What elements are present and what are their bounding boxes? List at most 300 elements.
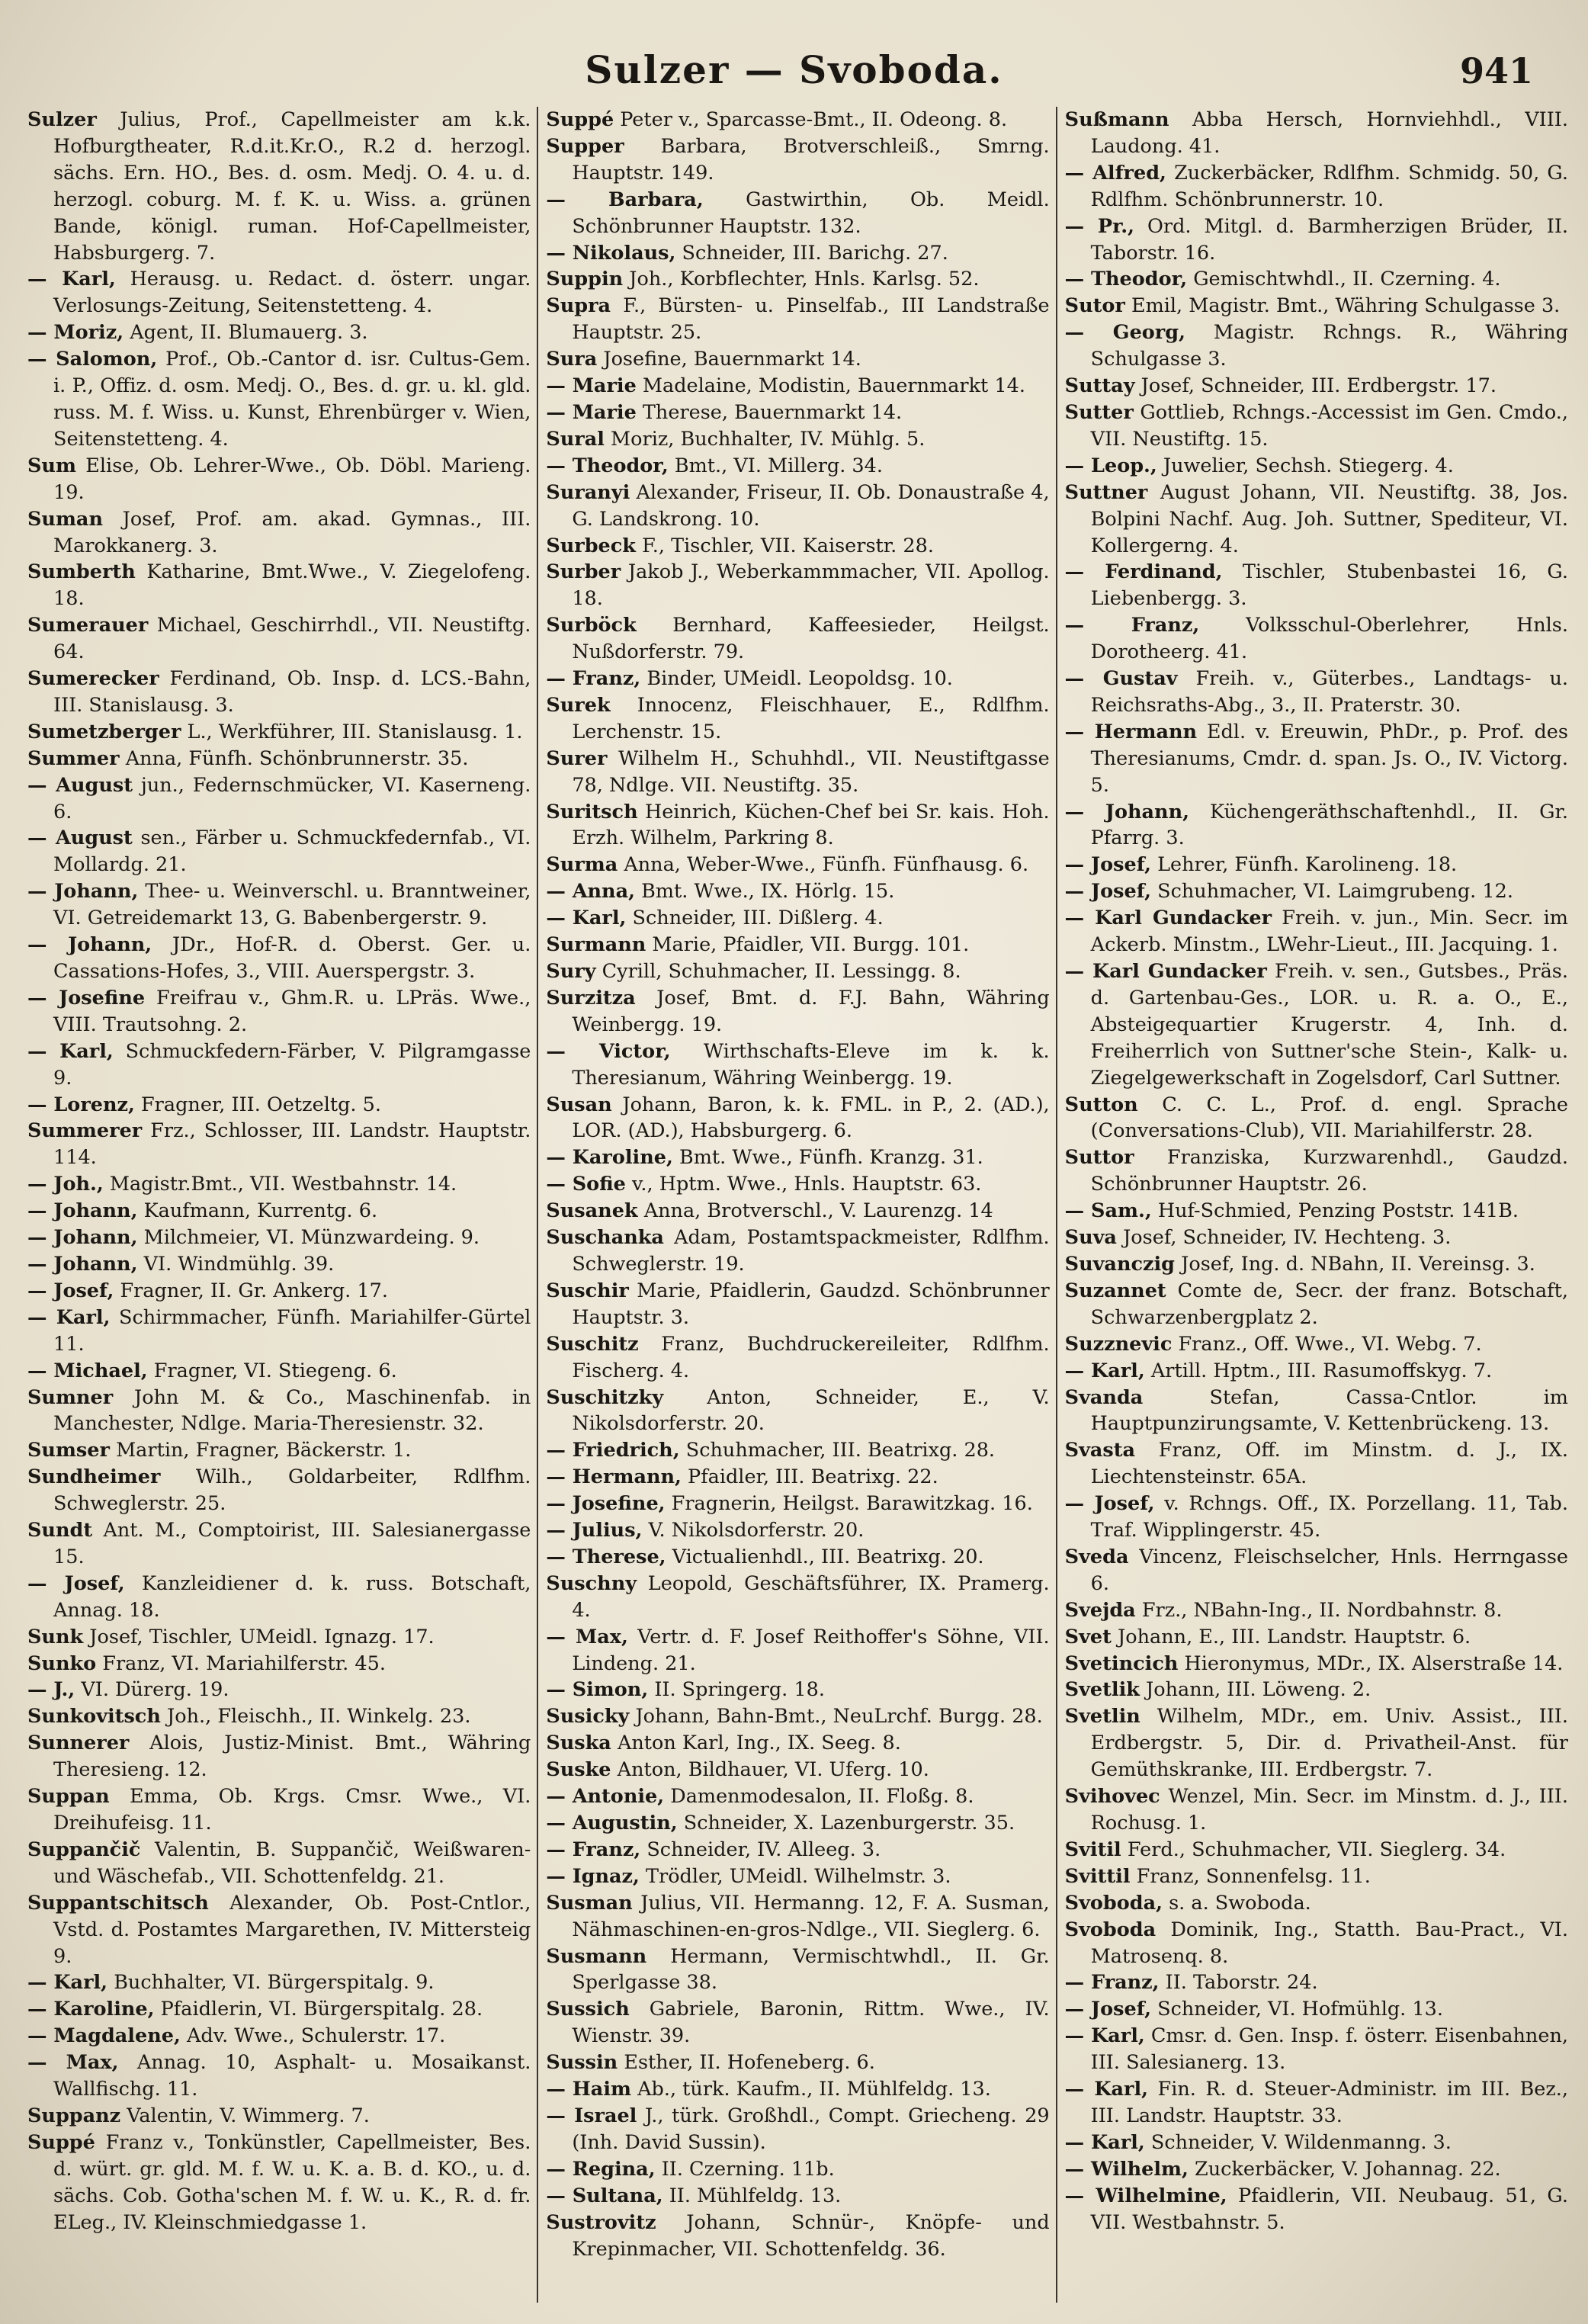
- entry-name: — Karl,: [27, 268, 116, 291]
- entry-detail: Marie, Pfaidlerin, Gaudzd. Schönbrunner Hauptstr. 3.: [572, 1279, 1050, 1329]
- entry-name: Svittil: [1064, 1864, 1131, 1888]
- entry-name: — Theodor,: [546, 454, 669, 477]
- directory-entry: [27, 1571, 531, 1624]
- entry-detail: Adv. Wwe., Schulerstr. 17.: [186, 2024, 446, 2048]
- entry-name: Suppančič: [27, 1838, 141, 1861]
- directory-entry: [1065, 878, 1568, 905]
- entry-name: — Johann,: [27, 1226, 138, 1250]
- entry-name: Suppan: [27, 1785, 110, 1809]
- page-number: 941: [1459, 50, 1533, 91]
- entry-name: — Karl Gundacker: [1064, 960, 1267, 983]
- directory-entry: [546, 1491, 1049, 1517]
- entry-detail: Tischler, Stubenbastei 16, G. Liebenbergg. 3.: [1090, 560, 1568, 611]
- entry-detail: F., Bürsten- u. Pinselfab., III Landstraße Hauptstr. 25.: [572, 294, 1050, 345]
- entry-detail: Katharine, Bmt.Wwe., V. Ziegelofeng. 18.: [53, 560, 531, 611]
- column-2: [537, 107, 1055, 2303]
- entry-name: Svihovec: [1064, 1785, 1160, 1809]
- directory-entry: [27, 2130, 531, 2236]
- entry-name: — Augustin,: [546, 1812, 678, 1834]
- page-header: [0, 47, 1588, 116]
- entry-name: Surzitza: [546, 986, 636, 1010]
- entry-detail: Moriz, Buchhalter, IV. Mühlg. 5.: [611, 427, 926, 451]
- entry-detail: Fragner, II. Gr. Ankerg. 17.: [120, 1279, 388, 1302]
- entry-name: Svejda: [1064, 1598, 1136, 1622]
- directory-entry: [1065, 852, 1568, 878]
- entry-name: — Johann,: [27, 1199, 138, 1223]
- entry-detail: Ab., türk. Kaufm., II. Mühlfeldg. 13.: [637, 2078, 991, 2101]
- entry-detail: Herausg. u. Redact. d. österr. ungar. Verlosungs-Zeitung, Seitenstetteng. 4.: [53, 268, 531, 318]
- directory-entry: [546, 1730, 1049, 1757]
- entry-name: Surek: [546, 693, 611, 717]
- directory-entry: [546, 1810, 1049, 1837]
- entry-detail: s. a. Swoboda.: [1169, 1891, 1311, 1915]
- entry-name: Sutton: [1064, 1093, 1138, 1116]
- directory-entry: [27, 612, 531, 666]
- directory-entry: [27, 2050, 531, 2103]
- directory-entry: [27, 1783, 531, 1837]
- entry-detail: Schneider, V. Wildenmanng. 3.: [1150, 2130, 1452, 2154]
- entry-name: — Friedrich,: [546, 1439, 680, 1462]
- entry-name: — Karl,: [1064, 2130, 1145, 2154]
- entry-name: — Lorenz,: [27, 1093, 135, 1116]
- entry-detail: Gabriele, Baronin, Rittm. Wwe., IV. Wienstr. 39.: [572, 1998, 1050, 2048]
- directory-entry: [1065, 2076, 1568, 2130]
- entry-name: — August: [27, 827, 133, 850]
- entry-name: — Gustav: [1064, 667, 1178, 691]
- entry-name: — Karoline,: [27, 1998, 155, 2021]
- directory-entry: [546, 2103, 1049, 2156]
- entry-detail: Hermann, Vermischtwhdl., II. Gr. Sperlgasse 38.: [572, 1944, 1050, 1995]
- entry-name: Suppanz: [27, 2104, 121, 2127]
- entry-detail: C. C. L., Prof. d. engl. Sprache (Conversations-Club), VII. Mariahilferstr. 28.: [1090, 1093, 1568, 1143]
- directory-entry: [546, 1331, 1049, 1385]
- directory-entry: [546, 1517, 1049, 1544]
- directory-entry: [27, 319, 531, 346]
- directory-entry: [546, 2050, 1049, 2076]
- entry-detail: Anton, Schneider, E., V. Nikolsdorferstr. 20.: [572, 1385, 1050, 1436]
- entry-name: — Haim: [546, 2078, 631, 2101]
- directory-entry: [546, 1225, 1049, 1278]
- entry-name: — Anna,: [546, 880, 635, 904]
- entry-name: — Therese,: [546, 1545, 666, 1568]
- entry-detail: Joh., Korbflechter, Hnls. Karlsg. 52.: [629, 268, 980, 291]
- entry-name: Suppé: [546, 108, 614, 131]
- directory-entry: [27, 1969, 531, 1996]
- entry-name: — Wilhelm,: [1064, 2157, 1189, 2181]
- directory-entry: [1065, 1783, 1568, 1837]
- entry-detail: Magistr.Bmt., VII. Westbahnstr. 14.: [109, 1173, 457, 1196]
- entry-detail: Schneider, III. Barichg. 27.: [682, 241, 948, 265]
- entry-detail: Anna, Fünfh. Schönbrunnerstr. 35.: [125, 746, 469, 770]
- entry-name: Sumner: [27, 1385, 114, 1409]
- entry-name: Suranyi: [546, 480, 630, 504]
- entry-name: — Alfred,: [1064, 161, 1166, 185]
- entry-detail: Johann, Baron, k. k. FML. in P., 2. (AD.), LOR. (AD.), Habsburgerg. 6.: [572, 1093, 1050, 1143]
- entry-name: Summerer: [27, 1119, 143, 1143]
- entry-detail: Magistr. Rchngs. R., Währing Schulgasse 3.: [1090, 321, 1568, 371]
- entry-detail: L., Werkführer, III. Stanislausg. 1.: [187, 720, 523, 743]
- directory-entry: [546, 932, 1049, 958]
- entry-detail: John M. & Co., Maschinenfab. in Manchester, Ndlge. Maria-Theresienstr. 32.: [53, 1385, 531, 1436]
- directory-entry: [1065, 453, 1568, 480]
- directory-entry: [546, 266, 1049, 293]
- directory-entry: [27, 107, 531, 266]
- entry-detail: Wilhelm H., Schuhhdl., VII. Neustiftgasse 78, Ndlge. VII. Neustiftg. 35.: [572, 746, 1050, 797]
- directory-entry: [27, 266, 531, 319]
- column-1: [20, 107, 537, 2303]
- entry-detail: Barbara, Brotverschleiß., Smrng. Hauptstr. 149.: [572, 134, 1050, 185]
- entry-detail: Peter v., Sparcasse-Bmt., II. Odeong. 8.: [620, 108, 1008, 131]
- directory-entry: [27, 1996, 531, 2023]
- directory-entry: [546, 2156, 1049, 2183]
- directory-entry: [27, 559, 531, 612]
- directory-entry: [1065, 958, 1568, 1092]
- directory-entry: [1065, 1890, 1568, 1917]
- entry-detail: v., Hptm. Wwe., Hnls. Hauptstr. 63.: [632, 1173, 982, 1196]
- entry-detail: Fin. R. d. Steuer-Administr. im III. Bez., III. Landstr. Hauptstr. 33.: [1090, 2078, 1568, 2127]
- entry-name: — Karl,: [27, 1971, 108, 1995]
- directory-entry: [546, 666, 1049, 692]
- directory-entry: [546, 958, 1049, 985]
- directory-entry: [27, 346, 531, 453]
- entry-name: Svanda: [1064, 1385, 1144, 1409]
- entry-name: — Johann,: [27, 1252, 138, 1276]
- directory-entry: [546, 1944, 1049, 1997]
- entry-detail: Alexander, Ob. Post-Cntlor., Vstd. d. Postamtes Margarethen, IV. Mittersteig 9.: [53, 1891, 531, 1968]
- entry-detail: Thee- u. Weinverschl. u. Branntweiner, VI. Getreidemarkt 13, G. Babenbergerstr. 9.: [53, 880, 531, 930]
- directory-entry: [546, 746, 1049, 799]
- directory-entry: [27, 1703, 531, 1730]
- directory-entry: [27, 1198, 531, 1225]
- directory-entry: [27, 719, 531, 746]
- entry-name: Suvanczig: [1064, 1252, 1176, 1276]
- entry-name: — Israel: [546, 2104, 637, 2127]
- directory-entry: [1065, 1597, 1568, 1624]
- entry-name: — Franz,: [1064, 614, 1200, 637]
- entry-name: — Josef,: [1064, 853, 1151, 877]
- directory-entry: [546, 1437, 1049, 1464]
- directory-entry: [27, 1385, 531, 1438]
- directory-entry: [27, 1305, 531, 1358]
- directory-entry: [27, 1651, 531, 1677]
- entry-detail: Schneider, III. Dißlerg. 4.: [632, 907, 884, 930]
- entry-detail: Martin, Fragner, Bäckerstr. 1.: [116, 1439, 412, 1462]
- entry-detail: Abba Hersch, Hornviehhdl., VIII. Laudong. 41.: [1090, 108, 1568, 158]
- entry-name: Sunko: [27, 1652, 97, 1675]
- directory-entry: [1065, 1331, 1568, 1358]
- entry-detail: Marie, Pfaidler, VII. Burgg. 101.: [652, 933, 970, 957]
- entry-name: — Sultana,: [546, 2184, 663, 2207]
- entry-name: — Hermann: [1064, 720, 1198, 743]
- directory-entry: [1065, 1278, 1568, 1331]
- directory-entry: [546, 612, 1049, 666]
- entry-detail: Fragner, VI. Stiegeng. 6.: [153, 1359, 397, 1382]
- directory-entry: [1065, 666, 1568, 719]
- entry-name: — Moriz,: [27, 321, 124, 345]
- directory-entry: [27, 1278, 531, 1305]
- entry-detail: Ant. M., Comptoirist, III. Salesianergasse 15.: [53, 1519, 531, 1568]
- directory-entry: [1065, 480, 1568, 560]
- entry-detail: Ferd., Schuhmacher, VII. Sieglerg. 34.: [1127, 1838, 1506, 1861]
- directory-entry: [1065, 1863, 1568, 1890]
- directory-entry: [27, 1225, 531, 1251]
- directory-entry: [546, 346, 1049, 373]
- directory-entry: [546, 187, 1049, 240]
- entry-name: Suschir: [546, 1279, 629, 1302]
- entry-name: Susmann: [546, 1944, 647, 1968]
- entry-detail: II. Springerg. 18.: [654, 1678, 825, 1702]
- entry-detail: Schuhmacher, VI. Laimgrubeng. 12.: [1157, 880, 1513, 904]
- entry-detail: Freih. v. sen., Gutsbes., Präs. d. Gartenbau-Ges., LOR. u. R. a. O., E., Absteigequartier Krugerstr. 4, Inh. d. Freiherrlich von Suttner'sche Stein-, Kalk- u. Ziegelgewerkschaft in Zogelsdorf, Carl Suttner.: [1090, 960, 1568, 1090]
- entry-detail: Josef, Schneider, IV. Hechteng. 3.: [1123, 1226, 1452, 1250]
- directory-entry: [1065, 1225, 1568, 1251]
- directory-entry: [27, 1677, 531, 1703]
- entry-name: Svetlik: [1064, 1678, 1140, 1702]
- entry-name: — Karl,: [27, 1039, 114, 1063]
- directory-entry: [546, 1144, 1049, 1171]
- entry-detail: Freih. v., Güterbes., Landtags- u. Reichsraths-Abg., 3., II. Praterstr. 30.: [1090, 667, 1568, 717]
- directory-entry: [1065, 1385, 1568, 1438]
- entry-detail: Küchengeräthschaftenhdl., II. Gr. Pfarrg. 3.: [1090, 800, 1568, 850]
- entry-detail: Cyrill, Schuhmacher, II. Lessingg. 8.: [602, 960, 961, 983]
- entry-name: Suzannet: [1064, 1279, 1166, 1302]
- entry-name: — Ignaz,: [546, 1864, 640, 1888]
- entry-name: — Franz,: [546, 1838, 641, 1861]
- entry-detail: Stefan, Cassa-Cntlor. im Hauptpunzirungsamte, V. Kettenbrückeng. 13.: [1090, 1385, 1568, 1436]
- directory-entry: [1065, 1358, 1568, 1385]
- entry-name: Svitil: [1064, 1838, 1121, 1861]
- directory-entry: [546, 1703, 1049, 1730]
- entry-detail: Valentin, B. Suppančič, Weißwaren- und Wäschefab., VII. Schottenfeldg. 21.: [53, 1838, 531, 1888]
- entry-detail: Wilhelm, MDr., em. Univ. Assist., III. Erdbergstr. 5, Dir. d. Privatheil-Anst. für Gemüthskranke, III. Erdbergstr. 7.: [1090, 1705, 1568, 1782]
- entry-name: Suva: [1064, 1226, 1117, 1250]
- directory-entry: [1065, 373, 1568, 400]
- entry-detail: Anton, Bildhauer, VI. Uferg. 10.: [617, 1758, 929, 1782]
- entry-name: Supra: [546, 294, 611, 318]
- directory-entry: [546, 1677, 1049, 1703]
- directory-entry: [27, 1092, 531, 1119]
- entry-name: Supper: [546, 134, 624, 158]
- entry-name: — Wilhelmine,: [1064, 2184, 1227, 2207]
- entry-name: — Josef,: [1064, 1998, 1151, 2021]
- entry-detail: Artill. Hptm., III. Rasumoffskyg. 7.: [1150, 1359, 1493, 1382]
- entry-detail: Schneider, IV. Alleeg. 3.: [646, 1838, 881, 1861]
- entry-detail: Josefine, Bauernmarkt 14.: [603, 348, 861, 371]
- directory-entry: [27, 878, 531, 932]
- directory-entry: [27, 1251, 531, 1278]
- directory-entry: [1065, 1544, 1568, 1597]
- entry-name: Svoboda: [1064, 1918, 1157, 1941]
- entry-detail: Vertr. d. F. Josef Reithoffer's Söhne, VII. Lindeng. 21.: [572, 1625, 1050, 1675]
- directory-entry: [1065, 612, 1568, 666]
- directory-entry: [27, 1118, 531, 1171]
- entry-detail: Edl. v. Ereuwin, PhDr., p. Prof. des Theresianums, Cmdr. d. span. Js. O., IV. Victorg. 5.: [1090, 720, 1568, 797]
- entry-detail: Therese, Bauernmarkt 14.: [642, 400, 903, 424]
- directory-entry: [27, 666, 531, 719]
- directory-entry: [27, 772, 531, 826]
- entry-detail: Schirmmacher, Fünfh. Mariahilfer-Gürtel 11.: [53, 1305, 531, 1356]
- directory-entry: [1065, 2130, 1568, 2156]
- entry-detail: Emma, Ob. Krgs. Cmsr. Wwe., VI. Dreihufeisg. 11.: [53, 1785, 531, 1834]
- entry-name: Suppantschitsch: [27, 1891, 209, 1915]
- entry-name: — Joh.,: [27, 1173, 104, 1196]
- directory-entry: [546, 878, 1049, 905]
- entry-name: — Regina,: [546, 2157, 656, 2181]
- directory-entry: [546, 799, 1049, 852]
- directory-entry: [27, 746, 531, 772]
- entry-detail: Schuhmacher, III. Beatrixg. 28.: [685, 1439, 996, 1462]
- directory-entry: [1065, 1969, 1568, 1996]
- entry-detail: Prof., Ob.-Cantor d. isr. Cultus-Gem. i. P., Offiz. d. osm. Medj. O., Bes. d. gr. u. kl. gld. russ. M. f. Wiss. u. Kunst, Ehrenbürger v. Wien, Seitenstetteng. 4.: [53, 348, 531, 451]
- directory-entry: [546, 852, 1049, 878]
- directory-entry: [1065, 160, 1568, 213]
- entry-name: Suppin: [546, 268, 624, 291]
- entry-name: Summer: [27, 746, 120, 770]
- directory-entry: [1065, 719, 1568, 799]
- directory-entry: [546, 400, 1049, 426]
- entry-name: — Karl Gundacker: [1064, 907, 1272, 930]
- entry-name: Suske: [546, 1758, 611, 1782]
- directory-entry: [546, 1464, 1049, 1491]
- entry-detail: Josef, Bmt. d. F.J. Bahn, Währing Weinbergg. 19.: [572, 986, 1050, 1036]
- entry-detail: Freifrau v., Ghm.R. u. LPräs. Wwe., VIII. Trautsohng. 2.: [53, 986, 531, 1036]
- entry-detail: F., Tischler, VII. Kaiserstr. 28.: [642, 534, 934, 557]
- entry-detail: Annag. 10, Asphalt- u. Mosaikanst. Wallfischg. 11.: [53, 2051, 531, 2101]
- entry-detail: v. Rchngs. Off., IX. Porzellang. 11, Tab. Traf. Wipplingerstr. 45.: [1090, 1492, 1568, 1542]
- entry-name: Sunk: [27, 1625, 84, 1648]
- entry-name: — Sofie: [546, 1173, 626, 1196]
- entry-name: Sura: [546, 348, 598, 371]
- directory-entry: [546, 905, 1049, 932]
- entry-name: Sumser: [27, 1439, 110, 1462]
- directory-entry: [27, 1437, 531, 1464]
- entry-name: Suschanka: [546, 1226, 664, 1250]
- entry-name: Sum: [27, 454, 76, 477]
- directory-entry: [1065, 1651, 1568, 1677]
- entry-name: — J.,: [27, 1678, 75, 1702]
- entry-detail: Wenzel, Min. Secr. im Minstm. d. J., III. Rochusg. 1.: [1090, 1785, 1568, 1834]
- entry-detail: Madelaine, Modistin, Bauernmarkt 14.: [642, 374, 1025, 398]
- entry-detail: Lehrer, Fünfh. Karolineng. 18.: [1157, 853, 1458, 877]
- directory-entry: [27, 932, 531, 985]
- entry-name: — Karl,: [546, 907, 627, 930]
- directory-entry: [546, 1624, 1049, 1677]
- entry-name: Suppé: [27, 2130, 95, 2154]
- entry-name: Suttor: [1064, 1146, 1134, 1170]
- directory-entry: [546, 1171, 1049, 1198]
- entry-name: Suska: [546, 1732, 611, 1755]
- directory-entry: [27, 1517, 531, 1571]
- directory-entry: [27, 825, 531, 878]
- entry-detail: Josef, Prof. am. akad. Gymnas., III. Marokkanerg. 3.: [53, 507, 531, 557]
- entry-detail: Kanzleidiener d. k. russ. Botschaft, Annag. 18.: [53, 1571, 531, 1622]
- directory-entry: [1065, 400, 1568, 453]
- entry-name: Svoboda,: [1064, 1891, 1163, 1915]
- directory-entry: [27, 1624, 531, 1651]
- entry-name: Suttay: [1064, 374, 1135, 398]
- entry-detail: Josef, Ing. d. NBahn, II. Vereinsg. 3.: [1181, 1252, 1535, 1276]
- entry-detail: Fragner, III. Oetzeltg. 5.: [140, 1093, 381, 1116]
- directory-entry: [1065, 1491, 1568, 1544]
- entry-name: — Karl,: [27, 1305, 111, 1329]
- directory-entry: [1065, 319, 1568, 373]
- entry-name: Svasta: [1064, 1439, 1136, 1462]
- entry-detail: Johann, Schnür-, Knöpfe- und Krepinmacher, VII. Schottenfeldg. 36.: [572, 2210, 1050, 2261]
- entry-name: Sumetzberger: [27, 720, 181, 743]
- entry-name: — Magdalene,: [27, 2024, 181, 2048]
- entry-detail: Bmt. Wwe., IX. Hörlg. 15.: [641, 880, 895, 904]
- directory-entry: [1065, 1251, 1568, 1278]
- entry-name: Susicky: [546, 1705, 630, 1729]
- entry-name: — Ferdinand,: [1064, 560, 1223, 584]
- entry-detail: Josef, Schneider, III. Erdbergstr. 17.: [1140, 374, 1497, 398]
- entry-detail: Franz., Off. Wwe., VI. Webg. 7.: [1178, 1332, 1482, 1356]
- entry-name: Sussin: [546, 2051, 618, 2075]
- entry-detail: Zuckerbäcker, Rdlfhm. Schmidg. 50, G. Rdlfhm. Schönbrunnerstr. 10.: [1090, 161, 1568, 211]
- entry-name: Sveda: [1064, 1545, 1129, 1568]
- entry-detail: Frz., Schlosser, III. Landstr. Hauptstr. 114.: [53, 1119, 531, 1170]
- entry-name: — Antonie,: [546, 1785, 665, 1809]
- entry-name: — Karl,: [1064, 2024, 1145, 2048]
- entry-detail: Freih. v. jun., Min. Secr. im Ackerb. Minstm., LWehr-Lieut., III. Jacquing. 1.: [1090, 907, 1568, 957]
- entry-name: Surber: [546, 560, 621, 584]
- entry-name: — Marie: [546, 374, 637, 398]
- entry-name: Sumerauer: [27, 614, 149, 637]
- entry-detail: Wilh., Goldarbeiter, Rdlfhm. Schweglerstr. 25.: [53, 1465, 531, 1516]
- entry-name: Suschitz: [546, 1332, 639, 1356]
- entry-name: Sussich: [546, 1998, 630, 2021]
- entry-detail: Fragnerin, Heilgst. Barawitzkag. 16.: [671, 1492, 1033, 1516]
- directory-entry: [546, 1863, 1049, 1890]
- entry-name: — Josef,: [1064, 1492, 1155, 1516]
- directory-entry: [546, 293, 1049, 346]
- directory-entry: [27, 2103, 531, 2130]
- directory-entry: [27, 1464, 531, 1517]
- entry-detail: Jakob J., Weberkammmacher, VII. Apollog. 18.: [572, 560, 1050, 611]
- entry-name: Surbeck: [546, 534, 636, 557]
- column-3: [1056, 107, 1574, 2303]
- entry-name: — Josefine: [27, 986, 146, 1010]
- directory-entry: [546, 559, 1049, 612]
- entry-detail: Franz, VI. Mariahilferstr. 45.: [102, 1652, 386, 1675]
- entry-detail: Juwelier, Sechsh. Stiegerg. 4.: [1163, 454, 1454, 477]
- entry-name: — Josef,: [27, 1279, 114, 1302]
- directory-entry: [1065, 1837, 1568, 1863]
- entry-name: Sundt: [27, 1519, 93, 1542]
- entry-detail: JDr., Hof-R. d. Oberst. Ger. u. Cassations-Hofes, 3., VIII. Auerspergstr. 3.: [53, 933, 531, 983]
- directory-entry: [1065, 107, 1568, 160]
- entry-name: Sundheimer: [27, 1465, 161, 1489]
- entry-name: — Barbara,: [546, 188, 704, 211]
- running-title: Sulzer — Svoboda.: [585, 47, 1003, 92]
- entry-name: Surböck: [546, 614, 637, 637]
- directory-entry: [1065, 1144, 1568, 1198]
- entry-detail: Ord. Mitgl. d. Barmherzigen Brüder, II. Taborstr. 16.: [1090, 214, 1568, 265]
- entry-detail: Vincenz, Fleischselcher, Hnls. Herrngasse 6.: [1090, 1545, 1568, 1595]
- entry-name: — Sam.,: [1064, 1199, 1152, 1223]
- entry-name: — Simon,: [546, 1678, 649, 1702]
- entry-name: — August: [27, 773, 133, 797]
- directory-entry: [27, 1171, 531, 1198]
- entry-name: — Pr.,: [1064, 214, 1134, 238]
- entry-name: — Josef,: [27, 1571, 125, 1595]
- entry-detail: Franz v., Tonkünstler, Capellmeister, Bes. d. würt. gr. gld. M. f. W. u. K. a. B. d. KO., u. d. sächs. Cob. Gotha'schen M. f. W. u. K., R. d. fr. ELeg., IV. Kleinschmiedgasse 1.: [53, 2130, 531, 2234]
- entry-detail: Buchhalter, VI. Bürgerspitalg. 9.: [114, 1971, 435, 1995]
- entry-detail: Anton Karl, Ing., IX. Seeg. 8.: [617, 1732, 901, 1755]
- entry-detail: Cmsr. d. Gen. Insp. f. österr. Eisenbahnen, III. Salesianerg. 13.: [1090, 2024, 1568, 2075]
- directory-entry: [1065, 293, 1568, 319]
- entry-name: Surma: [546, 853, 618, 877]
